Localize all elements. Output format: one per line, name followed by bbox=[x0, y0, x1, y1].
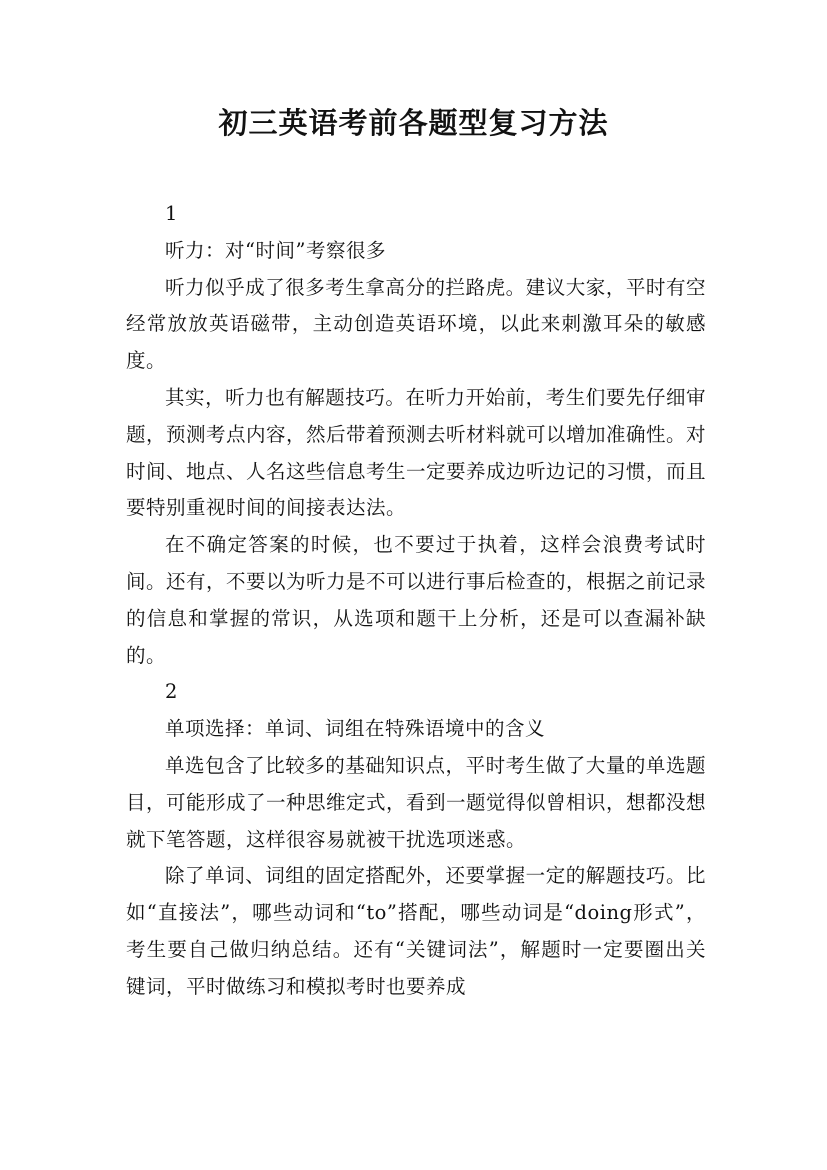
document-body bbox=[126, 196, 706, 1006]
body-paragraph: 在不确定答案的时候，也不要过于执着，这样会浪费考试时间。还有，不要以为听力是不可以进行事后检查的，根据之前记录的信息和掌握的常识，从选项和题干上分析，还是可以查漏补缺的。 bbox=[126, 533, 707, 667]
body-paragraph: 单选包含了比较多的基础知识点，平时考生做了大量的单选题目，可能形成了一种思维定式，看到一题觉得似曾相识，想都没想就下笔答题，这样很容易就被干扰选项迷惑。 bbox=[126, 753, 707, 851]
body-paragraph: 除了单词、词组的固定搭配外，还要掌握一定的解题技巧。比如“直接法”，哪些动词和“to”搭配，哪些动词是“doing形式”，考生要自己做归纳总结。还有“关键词法”，解题时一定要圈出关键词，平时做练习和模拟考时也要养成 bbox=[126, 864, 706, 998]
body-paragraph: 听力似乎成了很多考生拿高分的拦路虎。建议大家，平时有空经常放放英语磁带，主动创造英语环境，以此来刺激耳朵的敏感度。 bbox=[126, 275, 706, 373]
document-title: 初三英语考前各题型复习方法 bbox=[218, 106, 609, 140]
section-number: 2 bbox=[165, 680, 178, 704]
section-heading: 听力：对“时间”考察很多 bbox=[165, 238, 386, 262]
section-number: 1 bbox=[165, 202, 178, 225]
section-heading: 单项选择：单词、词组在特殊语境中的含义 bbox=[165, 717, 546, 741]
body-paragraph: 其实，听力也有解题技巧。在听力开始前，考生们要先仔细审题，预测考点内容，然后带着预测去听材料就可以增加准确性。对时间、地点、人名这些信息考生一定要养成边听边记的习惯，而且要特别重视时间的间接表达法。 bbox=[126, 385, 707, 520]
